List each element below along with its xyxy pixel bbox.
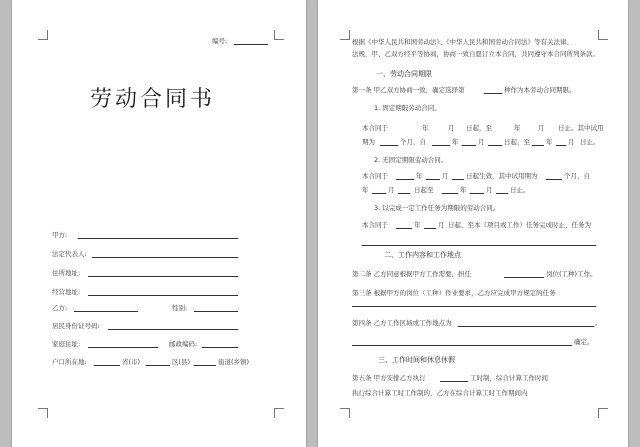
month-label: 月 bbox=[538, 124, 545, 132]
page-corner-mark bbox=[38, 408, 48, 418]
option-2-months: 个月，自 bbox=[564, 172, 590, 180]
year-label: 年 bbox=[514, 124, 521, 132]
month-label: 月 bbox=[442, 172, 449, 180]
home-address-line bbox=[88, 347, 158, 348]
article-5-line-2: 执行综合计算工时工作制的，乙方在综合计算工时工作期间内 bbox=[352, 389, 528, 397]
day-blank bbox=[398, 193, 410, 194]
article-2: 第二条 乙方同意根据甲方工作需要，担任 bbox=[352, 270, 472, 278]
months-from: 个月，自 bbox=[400, 138, 426, 146]
contract-number-line bbox=[234, 44, 268, 45]
party-a-line bbox=[78, 238, 238, 239]
address-label: 住所地址: bbox=[52, 269, 81, 277]
document-title: 劳动合同书 bbox=[90, 87, 216, 112]
year-blank bbox=[396, 228, 412, 229]
year-blank bbox=[432, 145, 450, 146]
contract-body-page bbox=[318, 0, 628, 447]
option-2-start: 本合同于 bbox=[362, 172, 388, 180]
page-corner-mark bbox=[38, 30, 48, 40]
day-blank bbox=[452, 179, 464, 180]
option-2-day-to: 日起至 bbox=[414, 186, 434, 194]
legal-rep-line bbox=[92, 257, 238, 258]
article-5-tail: 工时制，综合计算工作时间 bbox=[470, 374, 548, 382]
id-number-label: 居民身份证号码: bbox=[52, 322, 100, 330]
article-5: 第五条 甲方安排乙方执行 bbox=[352, 374, 426, 382]
to-day-label: 日止。 bbox=[510, 186, 530, 194]
day-blank bbox=[488, 145, 502, 146]
id-number-line bbox=[108, 329, 238, 330]
month-blank bbox=[462, 145, 476, 146]
district-label: 区(县) bbox=[172, 358, 191, 366]
year-blank bbox=[396, 179, 414, 180]
option-2-effective: 日起生效，其中试用期为 bbox=[466, 172, 538, 180]
option-1-start: 本合同于 bbox=[362, 124, 388, 132]
to-day-label: 日止。 bbox=[580, 138, 600, 146]
day-blank bbox=[496, 193, 508, 194]
article-4: 第四条 乙方工作区域或工作地点为 bbox=[352, 319, 452, 327]
legal-rep-label: 法定代表人: bbox=[52, 250, 87, 258]
probation-blank bbox=[546, 179, 562, 180]
from-day-label: 日起，至 bbox=[504, 138, 530, 146]
to-day-label: 日止。其中试用 bbox=[558, 124, 604, 132]
month-blank bbox=[556, 145, 566, 146]
gender-line bbox=[194, 311, 238, 312]
article-1-blank bbox=[484, 93, 502, 94]
option-1-probation: 期为 bbox=[362, 138, 375, 146]
page-corner-mark bbox=[598, 408, 608, 418]
article-4-location-blank bbox=[458, 326, 594, 327]
year-label: 年 bbox=[422, 124, 429, 132]
year-blank bbox=[442, 193, 458, 194]
month-label: 月 bbox=[438, 221, 445, 229]
article-2-tail: 岗位(工种)工作。 bbox=[546, 270, 597, 278]
address-line bbox=[88, 276, 238, 277]
gender-label: 性别: bbox=[172, 304, 188, 312]
year-label: 年 bbox=[416, 172, 423, 180]
year-label: 年 bbox=[546, 138, 553, 146]
month-label: 月 bbox=[448, 124, 455, 132]
month-blank bbox=[470, 193, 484, 194]
party-a-label: 甲方: bbox=[52, 231, 68, 239]
page-corner-mark bbox=[274, 30, 284, 40]
month-label: 月 bbox=[388, 186, 395, 194]
postcode-line bbox=[202, 347, 238, 348]
article-4-period: 。 bbox=[595, 319, 602, 327]
article-3: 第三条 根据甲方的岗位（工种）作业要求，乙方应完成甲方规定的任务 bbox=[352, 289, 556, 297]
month-label: 月 bbox=[568, 138, 575, 146]
hukou-province-line bbox=[94, 365, 120, 366]
year-label: 年 bbox=[414, 221, 421, 229]
article-2-position-blank bbox=[504, 277, 544, 278]
hukou-street-line bbox=[194, 365, 216, 366]
contract-number-label: 编号: bbox=[212, 37, 228, 45]
hukou-district-line bbox=[146, 365, 170, 366]
year-label: 年 bbox=[452, 138, 459, 146]
article-5-blank bbox=[440, 381, 468, 382]
year-label: 年 bbox=[362, 186, 369, 194]
option-3-title: 3. 以完成一定工作任务为期限的劳动合同。 bbox=[374, 204, 500, 212]
month-blank bbox=[426, 179, 440, 180]
section-two-heading: 二、工作内容和工作地点 bbox=[384, 251, 461, 259]
page-corner-mark bbox=[598, 30, 608, 40]
section-one-heading: 一、劳动合同期限 bbox=[376, 70, 432, 78]
option-3-tail: 日起，至本（项目或工作）任务完成时止，任务为 bbox=[448, 221, 591, 229]
from-day-label: 日起，至 bbox=[466, 124, 492, 132]
page-corner-mark bbox=[340, 408, 350, 418]
intro-line-2: 法规，甲、乙双方经平等协商，协商一致自愿订立本合同，共同遵守本合同所列条款。 bbox=[352, 50, 599, 58]
page-corner-mark bbox=[340, 30, 350, 40]
year-label: 年 bbox=[460, 186, 467, 194]
option-3-start: 本合同于 bbox=[362, 221, 388, 229]
page-corner-mark bbox=[274, 408, 284, 418]
article-4-blank-line bbox=[352, 345, 572, 346]
hukou-label: 户口所在地: bbox=[52, 358, 87, 366]
intro-line-1: 根据《中华人民共和国劳动法》、《中华人民共和国劳动合同法》等有关法律、 bbox=[352, 38, 573, 46]
year-blank bbox=[532, 145, 544, 146]
party-b-line bbox=[74, 311, 138, 312]
option-1-title: 1. 固定期限劳动合同。 bbox=[374, 104, 441, 112]
home-address-label: 家庭住址: bbox=[52, 340, 81, 348]
article-1: 第一条 甲乙双方协商一致，确定选择第 bbox=[352, 86, 465, 94]
cover-page bbox=[12, 0, 306, 447]
month-blank bbox=[424, 228, 436, 229]
month-label: 月 bbox=[478, 138, 485, 146]
option-3-blank-line bbox=[362, 245, 596, 246]
probation-blank bbox=[380, 145, 398, 146]
province-label: 省(市) bbox=[122, 358, 141, 366]
option-2-title: 2. 无固定期限劳动合同。 bbox=[374, 156, 448, 164]
month-blank bbox=[372, 193, 386, 194]
month-label: 月 bbox=[486, 186, 493, 194]
article-3-blank-line bbox=[352, 306, 596, 307]
article-1-tail: 种作为本劳动合同期限。 bbox=[504, 86, 576, 94]
article-4-end: 确定。 bbox=[574, 338, 594, 346]
section-three-heading: 三、工作时间和休息休假 bbox=[378, 356, 455, 364]
business-address-label: 经营地址: bbox=[52, 288, 81, 296]
party-b-label: 乙方: bbox=[52, 304, 68, 312]
postcode-label: 邮政编码: bbox=[169, 340, 198, 348]
street-label: 街道(乡镇) bbox=[218, 358, 250, 366]
business-address-line bbox=[88, 295, 238, 296]
